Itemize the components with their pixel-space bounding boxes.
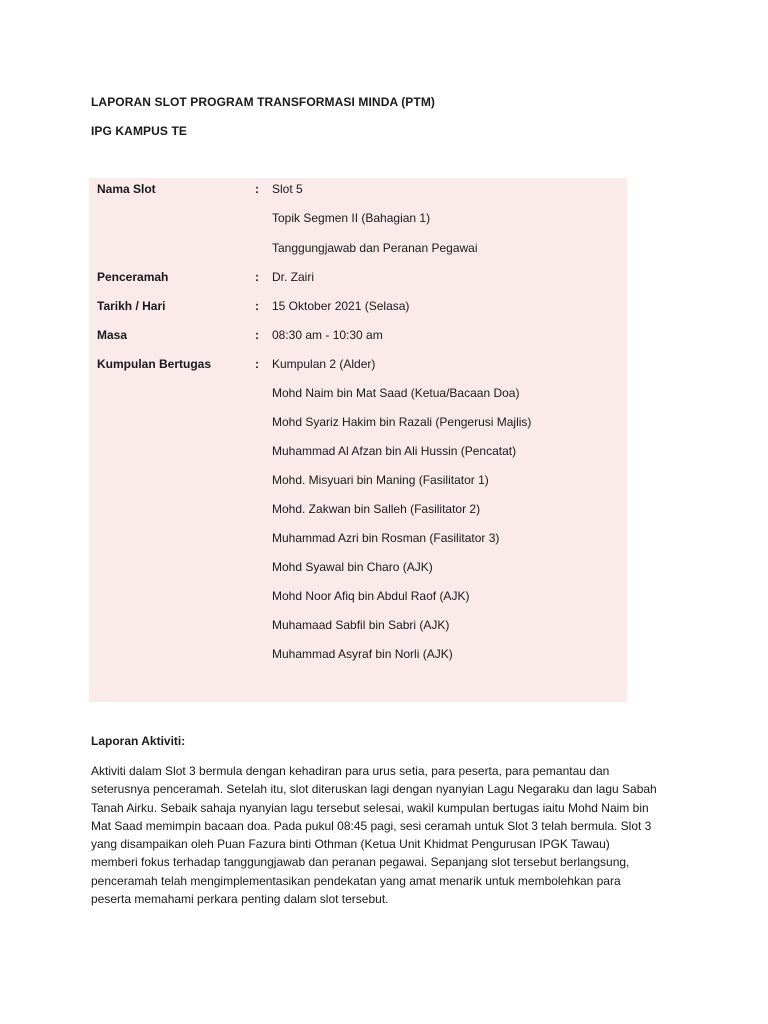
member-item: Mohd Syariz Hakim bin Razali (Pengerusi Majlis) [272, 415, 532, 429]
member-item: Muhammad Azri bin Rosman (Fasilitator 3) [272, 531, 500, 545]
document-subtitle: IPG KAMPUS TE [91, 124, 187, 138]
paragraph-line: yang disampaikan oleh Puan Fazura binti Othman (Ketua Unit Khidmat Pengurusan IPGK Tawau) [91, 837, 610, 852]
paragraph-line: penceramah telah mengimplementasikan pendekatan yang amat menarik untuk membolehkan para [91, 873, 621, 888]
paragraph-line: Tanah Airku. Sebaik sahaja nyanyian lagu tersebut selesai, wakil kumpulan bertugas iaitu Mohd Naim bin [91, 800, 649, 815]
colon: : [255, 299, 259, 313]
member-item: Mohd. Zakwan bin Salleh (Fasilitator 2) [272, 502, 481, 516]
colon: : [255, 270, 259, 284]
member-item: Mohd Syawal bin Charo (AJK) [272, 560, 433, 574]
kumpulan-value: Kumpulan 2 (Alder) [272, 357, 376, 371]
colon: : [255, 328, 259, 342]
kumpulan-label: Kumpulan Bertugas [97, 357, 212, 371]
penceramah-value: Dr. Zairi [272, 270, 314, 284]
document-title: LAPORAN SLOT PROGRAM TRANSFORMASI MINDA (PTM) [91, 95, 436, 109]
paragraph-line: Aktiviti dalam Slot 3 bermula dengan kehadiran para urus setia, para peserta, para pemantau dan [91, 764, 610, 778]
tarikh-value: 15 Oktober 2021 (Selasa) [272, 299, 410, 313]
laporan-paragraph [91, 762, 691, 908]
member-item: Mohd. Misyuari bin Maning (Fasilitator 1) [272, 473, 489, 487]
tajuk-value: Tanggungjawab dan Peranan Pegawai [272, 241, 478, 255]
masa-label: Masa [97, 328, 128, 342]
member-item: Muhammad Asyraf bin Norli (AJK) [272, 647, 453, 661]
penceramah-label: Penceramah [97, 270, 169, 284]
member-item: Muhamaad Sabfil bin Sabri (AJK) [272, 618, 450, 632]
member-item: Mohd Naim bin Mat Saad (Ketua/Bacaan Doa) [272, 386, 520, 400]
tarikh-label: Tarikh / Hari [97, 299, 166, 313]
paragraph-line: peserta memahami perkara penting dalam slot tersebut. [91, 892, 389, 907]
paragraph-line: memberi fokus terhadap tanggungjawab dan peranan pegawai. Sepanjang slot tersebut berlangsung, [91, 855, 630, 870]
nama-slot-value: Slot 5 [272, 182, 303, 196]
colon: : [255, 357, 259, 371]
nama-slot-label: Nama Slot [97, 182, 156, 196]
member-item: Mohd Noor Afiq bin Abdul Raof (AJK) [272, 589, 470, 603]
laporan-heading: Laporan Aktiviti: [91, 734, 186, 748]
topik-value: Topik Segmen II (Bahagian 1) [272, 211, 431, 225]
paragraph-line: Mat Saad memimpin bacaan doa. Pada pukul 08:45 pagi, sesi ceramah untuk Slot 3 telah bermula. Slot 3 [91, 818, 652, 833]
member-item: Muhammad Al Afzan bin Ali Hussin (Pencatat) [272, 444, 517, 458]
paragraph-line: seterusnya penceramah. Setelah itu, slot diteruskan lagi dengan nyanyian Lagu Negaraku dan lagu Sabah [91, 782, 657, 797]
colon: : [255, 182, 259, 196]
masa-value: 08:30 am - 10:30 am [272, 328, 383, 342]
